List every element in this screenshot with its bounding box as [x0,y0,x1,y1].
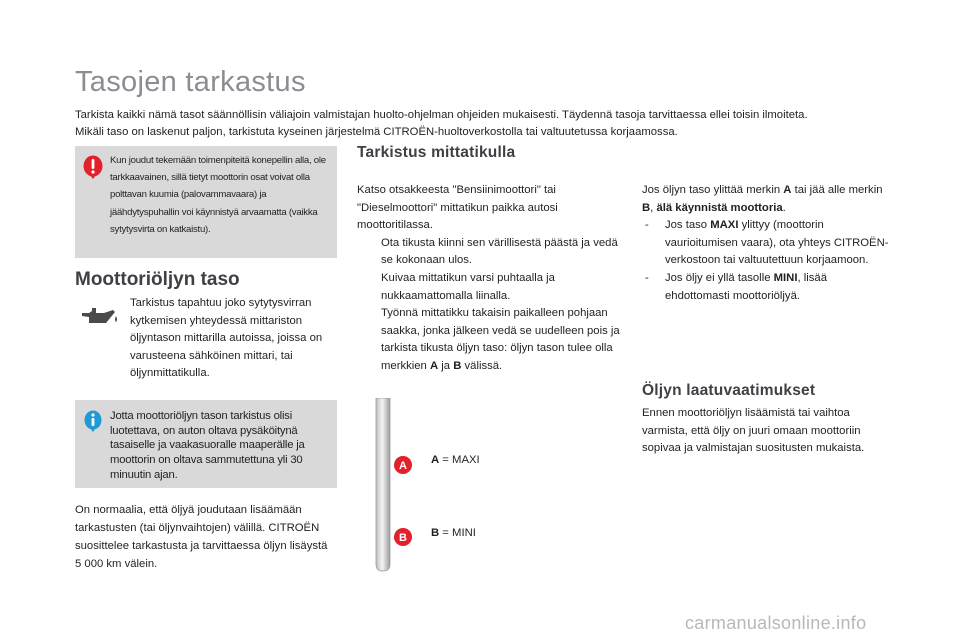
marker-b-letter: B [399,532,407,544]
oil-level-heading: Moottoriöljyn taso [75,269,240,290]
dipstick-instructions [357,182,629,376]
oil-level-limits [642,182,892,305]
intro-line-1: Tarkista kaikki nämä tasot säännöllisin väliajoin valmistajan huolto-ohjelman ohjeiden mukaisesti. Täydennä tasoja tarvittaessa ellei toisin ilmoiteta. [75,109,808,121]
watermark: carmanualsonline.info [685,613,867,633]
list-item: - Jos öljy ei yllä tasolle MINI, lisää ehdottomasti moottoriöljyä. [645,271,827,302]
marker-a-letter: A [399,460,407,472]
page-title: Tasojen tarkastus [75,66,306,98]
dipstick-intro: Katso otsakkeesta "Bensiinimoottori" tai "Dieselmoottori" mittatikun paikka autosi moottoritilassa. [357,184,558,232]
warning-text: Kun joudut tekemään toimenpiteitä konepellin alla, ole tarkkaavainen, sillä tietyt moottorin osat voivat olla polttavan kuumia (palovammavaara) ja jäähdytyspuhallin voi käynnistyä arvaamatta (vaikka sytytysvirta on katkaistu). [110,155,326,235]
label-mini: B = MINI [431,527,476,539]
oil-quality-heading: Öljyn laatuvaatimukset [642,382,816,399]
list-item: Ota tikusta kiinni sen värillisestä päästä ja vedä se kokonaan ulos. [381,236,618,267]
warning-box [75,146,337,258]
oil-can-icon [80,307,120,329]
dipstick-heading: Tarkistus mittatikulla [357,144,516,161]
marker-a-icon [393,455,413,475]
exclamation-warning-icon [83,155,103,179]
oil-normal-text [75,501,335,573]
intro-line-2: Mikäli taso on laskenut paljon, tarkistuta kyseinen järjestelmä CITROËN-huoltoverkostolla tai valtuutetussa korjaamossa. [75,126,678,138]
info-box [75,400,337,488]
oil-normal-paragraph: On normaalia, että öljyä joudutaan lisäämään tarkastusten (tai öljynvaihtojen) välillä. CITROËN suosittelee tarkastusta ja tarvittaessa öljyn lisäystä 5 000 km välein. [75,504,328,570]
dipstick-illustration [373,398,395,573]
intro-text [75,107,895,141]
list-item: Kuivaa mittatikun varsi puhtaalla ja nukkaamattomalla liinalla. [381,271,555,302]
label-maxi: A = MAXI [431,454,480,466]
limits-list [642,217,892,305]
limits-paragraph: Jos öljyn taso ylittää merkin A tai jää alle merkin B, älä käynnistä moottoria. [642,184,883,214]
info-icon [84,410,102,432]
list-item: - Jos taso MAXI ylittyy (moottorin vaurioitumisen vaara), ota yhteys CITROËN-verkostoon tai valtuutettuun korjaamoon. [645,219,889,267]
oil-quality-text: Ennen moottoriöljyn lisäämistä tai vaihtoa varmista, että öljy on juuri omaan moottoriin sopivaa ja valmistajan suositusten mukaista. [642,407,865,455]
oil-check-text: Tarkistus tapahtuu joko sytytysvirran kytkemisen yhteydessä mittariston öljyntason mittarilla autoissa, joissa on varusteena sähköinen mittari, tai öljynmittatikulla. [130,297,323,380]
dipstick-steps [357,235,629,376]
list-item: Työnnä mittatikku takaisin paikalleen pohjaan saakka, jonka jälkeen vedä se uudelleen pois ja tarkista tikusta öljyn taso: öljyn tason tulee olla merkkien A ja B välissä. [381,307,620,372]
marker-b-icon [393,527,413,547]
info-text: Jotta moottoriöljyn tason tarkistus olisi luotettava, on auton oltava pysäköitynä tasaiselle ja vaakasuoralle maaperälle ja moottorin on oltava sammutettuna yli 30 minuutin ajan. [110,410,305,481]
